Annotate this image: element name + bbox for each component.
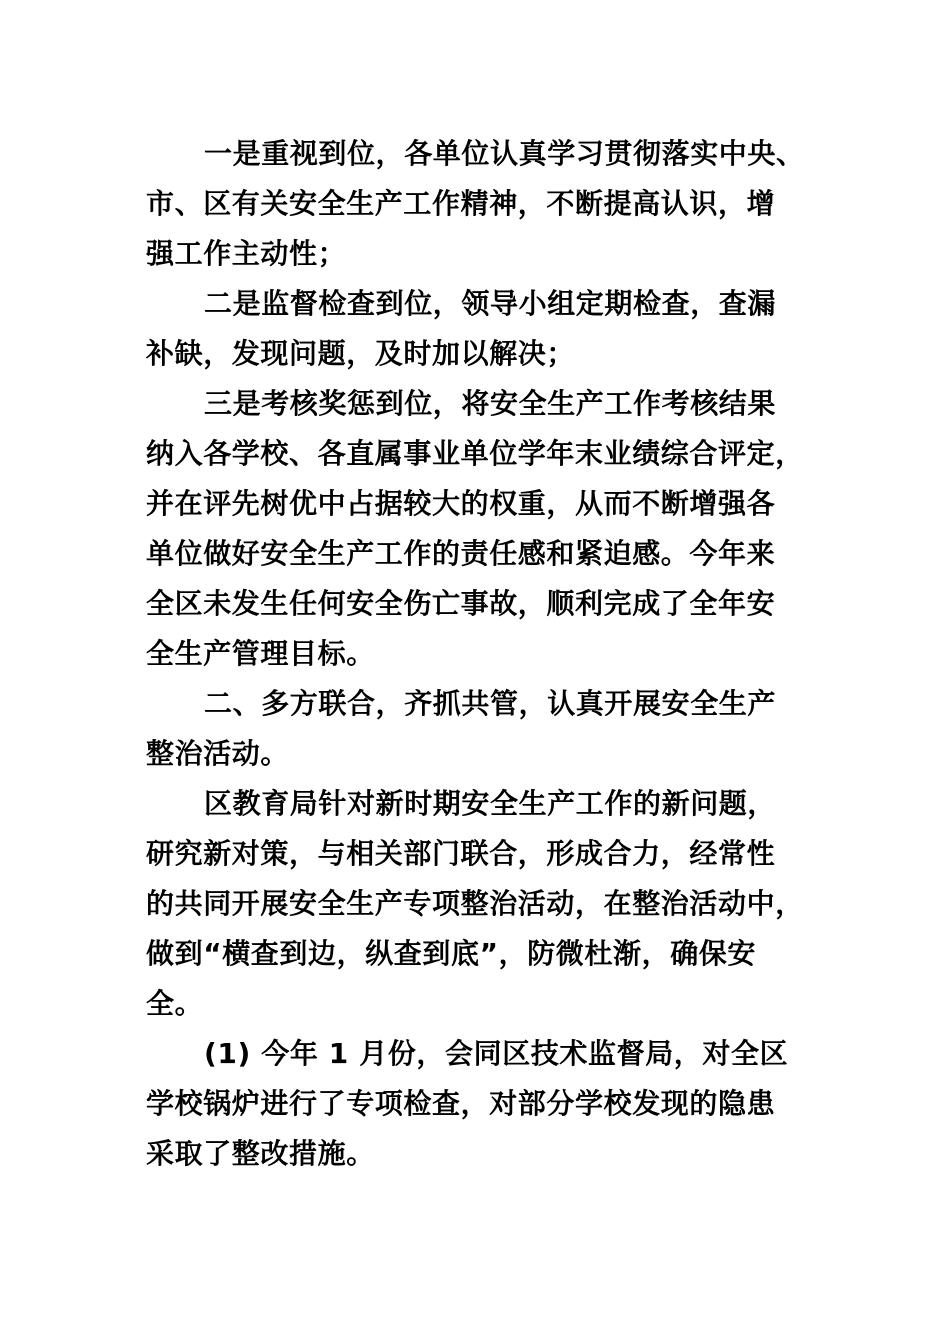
- paragraph-line: 区教育局针对新时期安全生产工作的新问题，: [204, 787, 777, 820]
- list-item-line: 采取了整改措施。: [146, 1137, 375, 1170]
- paragraph-line: 全生产管理目标。: [146, 637, 375, 670]
- document-body: [146, 129, 816, 1179]
- paragraph-line: 单位做好安全生产工作的责任感和紧迫感。今年来: [146, 537, 776, 570]
- paragraph-line: 的共同开展安全生产专项整治活动，在整治活动中，: [146, 887, 804, 920]
- paragraph-line: 一是重视到位，各单位认真学习贯彻落实中央、: [204, 137, 805, 170]
- paragraph-line: 并在评先树优中占据较大的权重，从而不断增强各: [146, 487, 776, 520]
- paragraph-line: 补缺，发现问题，及时加以解决；: [146, 337, 576, 370]
- paragraph-line: 三是考核奖惩到位，将安全生产工作考核结果: [204, 387, 777, 420]
- paragraph-line: 做到“横查到边，纵查到底”，防微杜渐，确保安: [146, 937, 757, 970]
- paragraph-line: 市、区有关安全生产工作精神，不断提高认识，增: [146, 187, 776, 220]
- paragraph-line: 强工作主动性；: [146, 237, 347, 270]
- paragraph-line: 二是监督检查到位，领导小组定期检查，查漏: [204, 287, 777, 320]
- paragraph-line: 研究新对策，与相关部门联合，形成合力，经常性: [146, 837, 776, 870]
- section-heading-line: 整治活动。: [146, 737, 290, 770]
- paragraph-line: 全。: [146, 987, 204, 1020]
- paragraph-line: 全区未发生任何安全伤亡事故，顺利完成了全年安: [146, 587, 776, 620]
- paragraph-line: 纳入各学校、各直属事业单位学年末业绩综合评定，: [146, 437, 804, 470]
- list-item-line: (1) 今年 1 月份，会同区技术监督局，对全区: [204, 1037, 789, 1070]
- section-heading-line: 二、多方联合，齐抓共管，认真开展安全生产: [204, 687, 777, 720]
- list-item-line: 学校锅炉进行了专项检查，对部分学校发现的隐患: [146, 1087, 776, 1120]
